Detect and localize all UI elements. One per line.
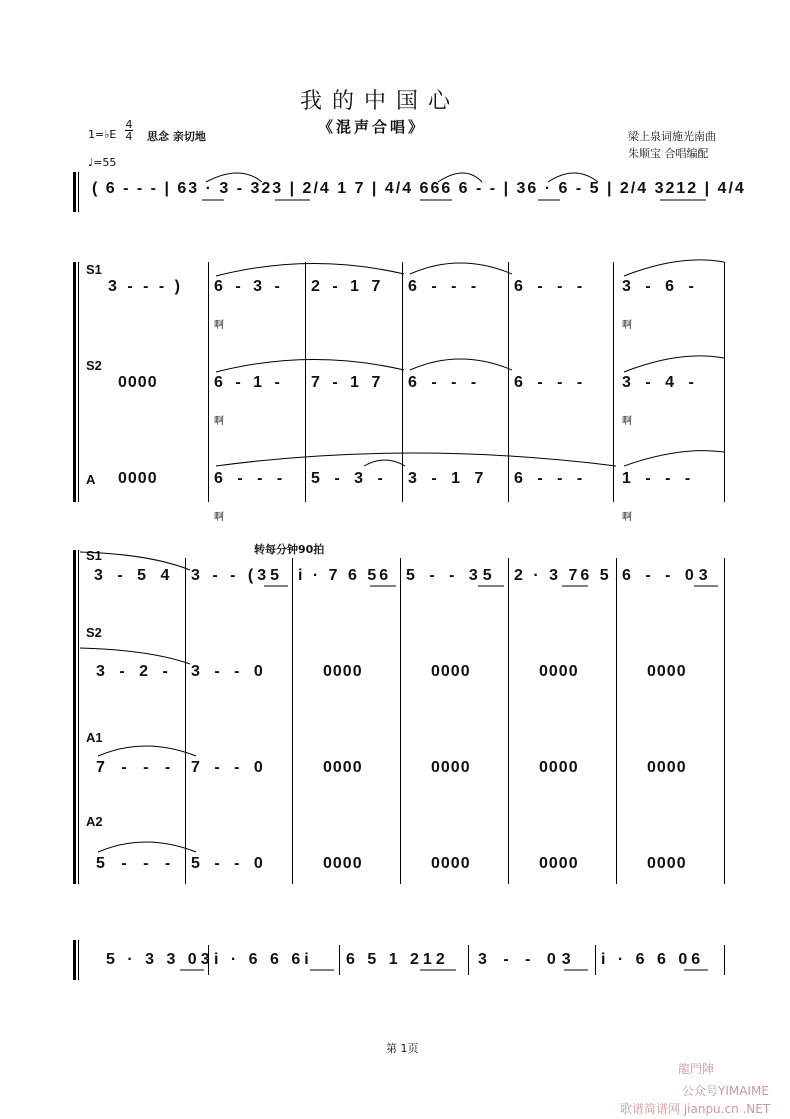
slur	[80, 648, 190, 664]
slur	[624, 260, 724, 276]
slur	[206, 173, 262, 182]
page-number: 第 1页	[386, 1042, 419, 1055]
slur	[98, 746, 196, 756]
tempo-change-mark: 转每分钟90拍	[254, 543, 325, 556]
tempo-mark: ♩=55	[88, 156, 117, 169]
lyric-syllable: 啊	[214, 512, 224, 523]
slur	[80, 552, 190, 570]
s4-measure: 5 · 3 3 03	[106, 951, 214, 968]
s1-measure: 2 - 1 7	[311, 278, 385, 295]
s2-measure: 3 - 4 -	[622, 374, 699, 391]
s2-measure: 6 - - -	[514, 374, 588, 391]
s1-measure: 2 · 3 76 5	[514, 567, 612, 584]
s1-measure: i · 7 6 56	[298, 567, 392, 584]
s2-measure: 3 - 2 -	[96, 663, 173, 680]
s2-measure: 0000	[118, 374, 158, 391]
a-measure: 0000	[118, 470, 158, 487]
slur	[216, 263, 404, 276]
s1-measure: 3 - - - )	[108, 278, 183, 295]
a2-measure: 0000	[431, 855, 471, 872]
system1-notation: ( 6 - - - | 63 · 3 - 323 | 2/4 1 7 | 4/4 666 6 - - | 36 · 6 - 5 | 2/4 3212 | 4/4	[92, 180, 746, 197]
credit-lyricist-composer: 梁上泉词施光南曲	[628, 130, 716, 143]
s1-measure: 6 - - -	[408, 278, 482, 295]
s2-measure: 6 - - -	[408, 374, 482, 391]
slur	[216, 359, 404, 372]
slur	[364, 460, 405, 466]
credit-arranger: 朱顺宝 合唱编配	[628, 147, 709, 160]
a-measure: 6 - - -	[214, 470, 288, 487]
voice-label-a: A	[86, 472, 96, 487]
slur	[216, 453, 616, 466]
s2-measure: 0000	[647, 663, 687, 680]
slur	[624, 451, 724, 466]
a1-measure: 0000	[539, 759, 579, 776]
lyric-syllable: 啊	[622, 320, 632, 331]
lyric-syllable: 啊	[214, 416, 224, 427]
a1-measure: 0000	[323, 759, 363, 776]
s4-measure: i · 6 6 6i	[214, 951, 313, 968]
voice-label-s2: S2	[86, 358, 102, 373]
s1-measure: 6 - - 03	[622, 567, 713, 584]
a2-measure: 5 - - -	[96, 855, 177, 872]
watermark-account: 公众号YIMAIME	[682, 1084, 769, 1098]
s1-measure: 6 - - -	[514, 278, 588, 295]
s2-measure: 0000	[539, 663, 579, 680]
expression-mark: 思念 亲切地	[147, 130, 206, 143]
slur	[624, 356, 724, 372]
s1-measure: 3 - - (35	[191, 567, 284, 584]
voice-label-a1: A1	[86, 730, 103, 745]
watermark-logo: 龍門陣	[678, 1062, 715, 1076]
s2-measure: 0000	[323, 663, 363, 680]
time-numerator: 4	[125, 118, 133, 131]
s2-measure: 7 - 1 7	[311, 374, 385, 391]
s4-measure: 3 - - 03	[478, 951, 577, 968]
voice-label-s2: S2	[86, 625, 102, 640]
s2-measure: 0000	[431, 663, 471, 680]
slur	[410, 263, 512, 274]
a2-measure: 0000	[647, 855, 687, 872]
key-signature: 1=♭E	[88, 128, 117, 141]
time-denominator: 4	[125, 130, 133, 143]
slur	[410, 359, 512, 370]
a-measure: 6 - - -	[514, 470, 588, 487]
s4-measure: 6 5 1 212	[346, 951, 449, 968]
a2-measure: 0000	[323, 855, 363, 872]
a-measure: 5 - 3 -	[311, 470, 388, 487]
a1-measure: 0000	[431, 759, 471, 776]
s1-measure: 6 - 3 -	[214, 278, 284, 295]
s2-measure: 6 - 1 -	[214, 374, 284, 391]
page-subtitle: 《混声合唱》	[318, 118, 427, 136]
s4-measure: i · 6 6 06	[601, 951, 705, 968]
s1-measure: 3 - 5 4	[94, 567, 175, 584]
voice-label-a2: A2	[86, 814, 103, 829]
s1-measure: 5 - - 35	[406, 567, 497, 584]
a2-measure: 0000	[539, 855, 579, 872]
slur	[438, 173, 482, 182]
lyric-syllable: 啊	[622, 416, 632, 427]
s2-measure: 3 - - 0	[191, 663, 268, 680]
a-measure: 1 - - -	[622, 470, 696, 487]
page-title: 我的中国心	[300, 89, 461, 114]
lyric-syllable: 啊	[214, 320, 224, 331]
a-measure: 3 - 1 7	[408, 470, 489, 487]
a1-measure: 0000	[647, 759, 687, 776]
voice-label-s1: S1	[86, 262, 102, 277]
voice-label-s1: S1	[86, 548, 102, 563]
a1-measure: 7 - - -	[96, 759, 177, 776]
a2-measure: 5 - - 0	[191, 855, 268, 872]
watermark-site: 歌谱简谱网 jianpu.cn .NET	[620, 1102, 771, 1116]
slur	[548, 173, 598, 182]
lyric-syllable: 啊	[622, 512, 632, 523]
a1-measure: 7 - - 0	[191, 759, 268, 776]
slur	[98, 842, 196, 852]
s1-measure: 3 - 6 -	[622, 278, 699, 295]
